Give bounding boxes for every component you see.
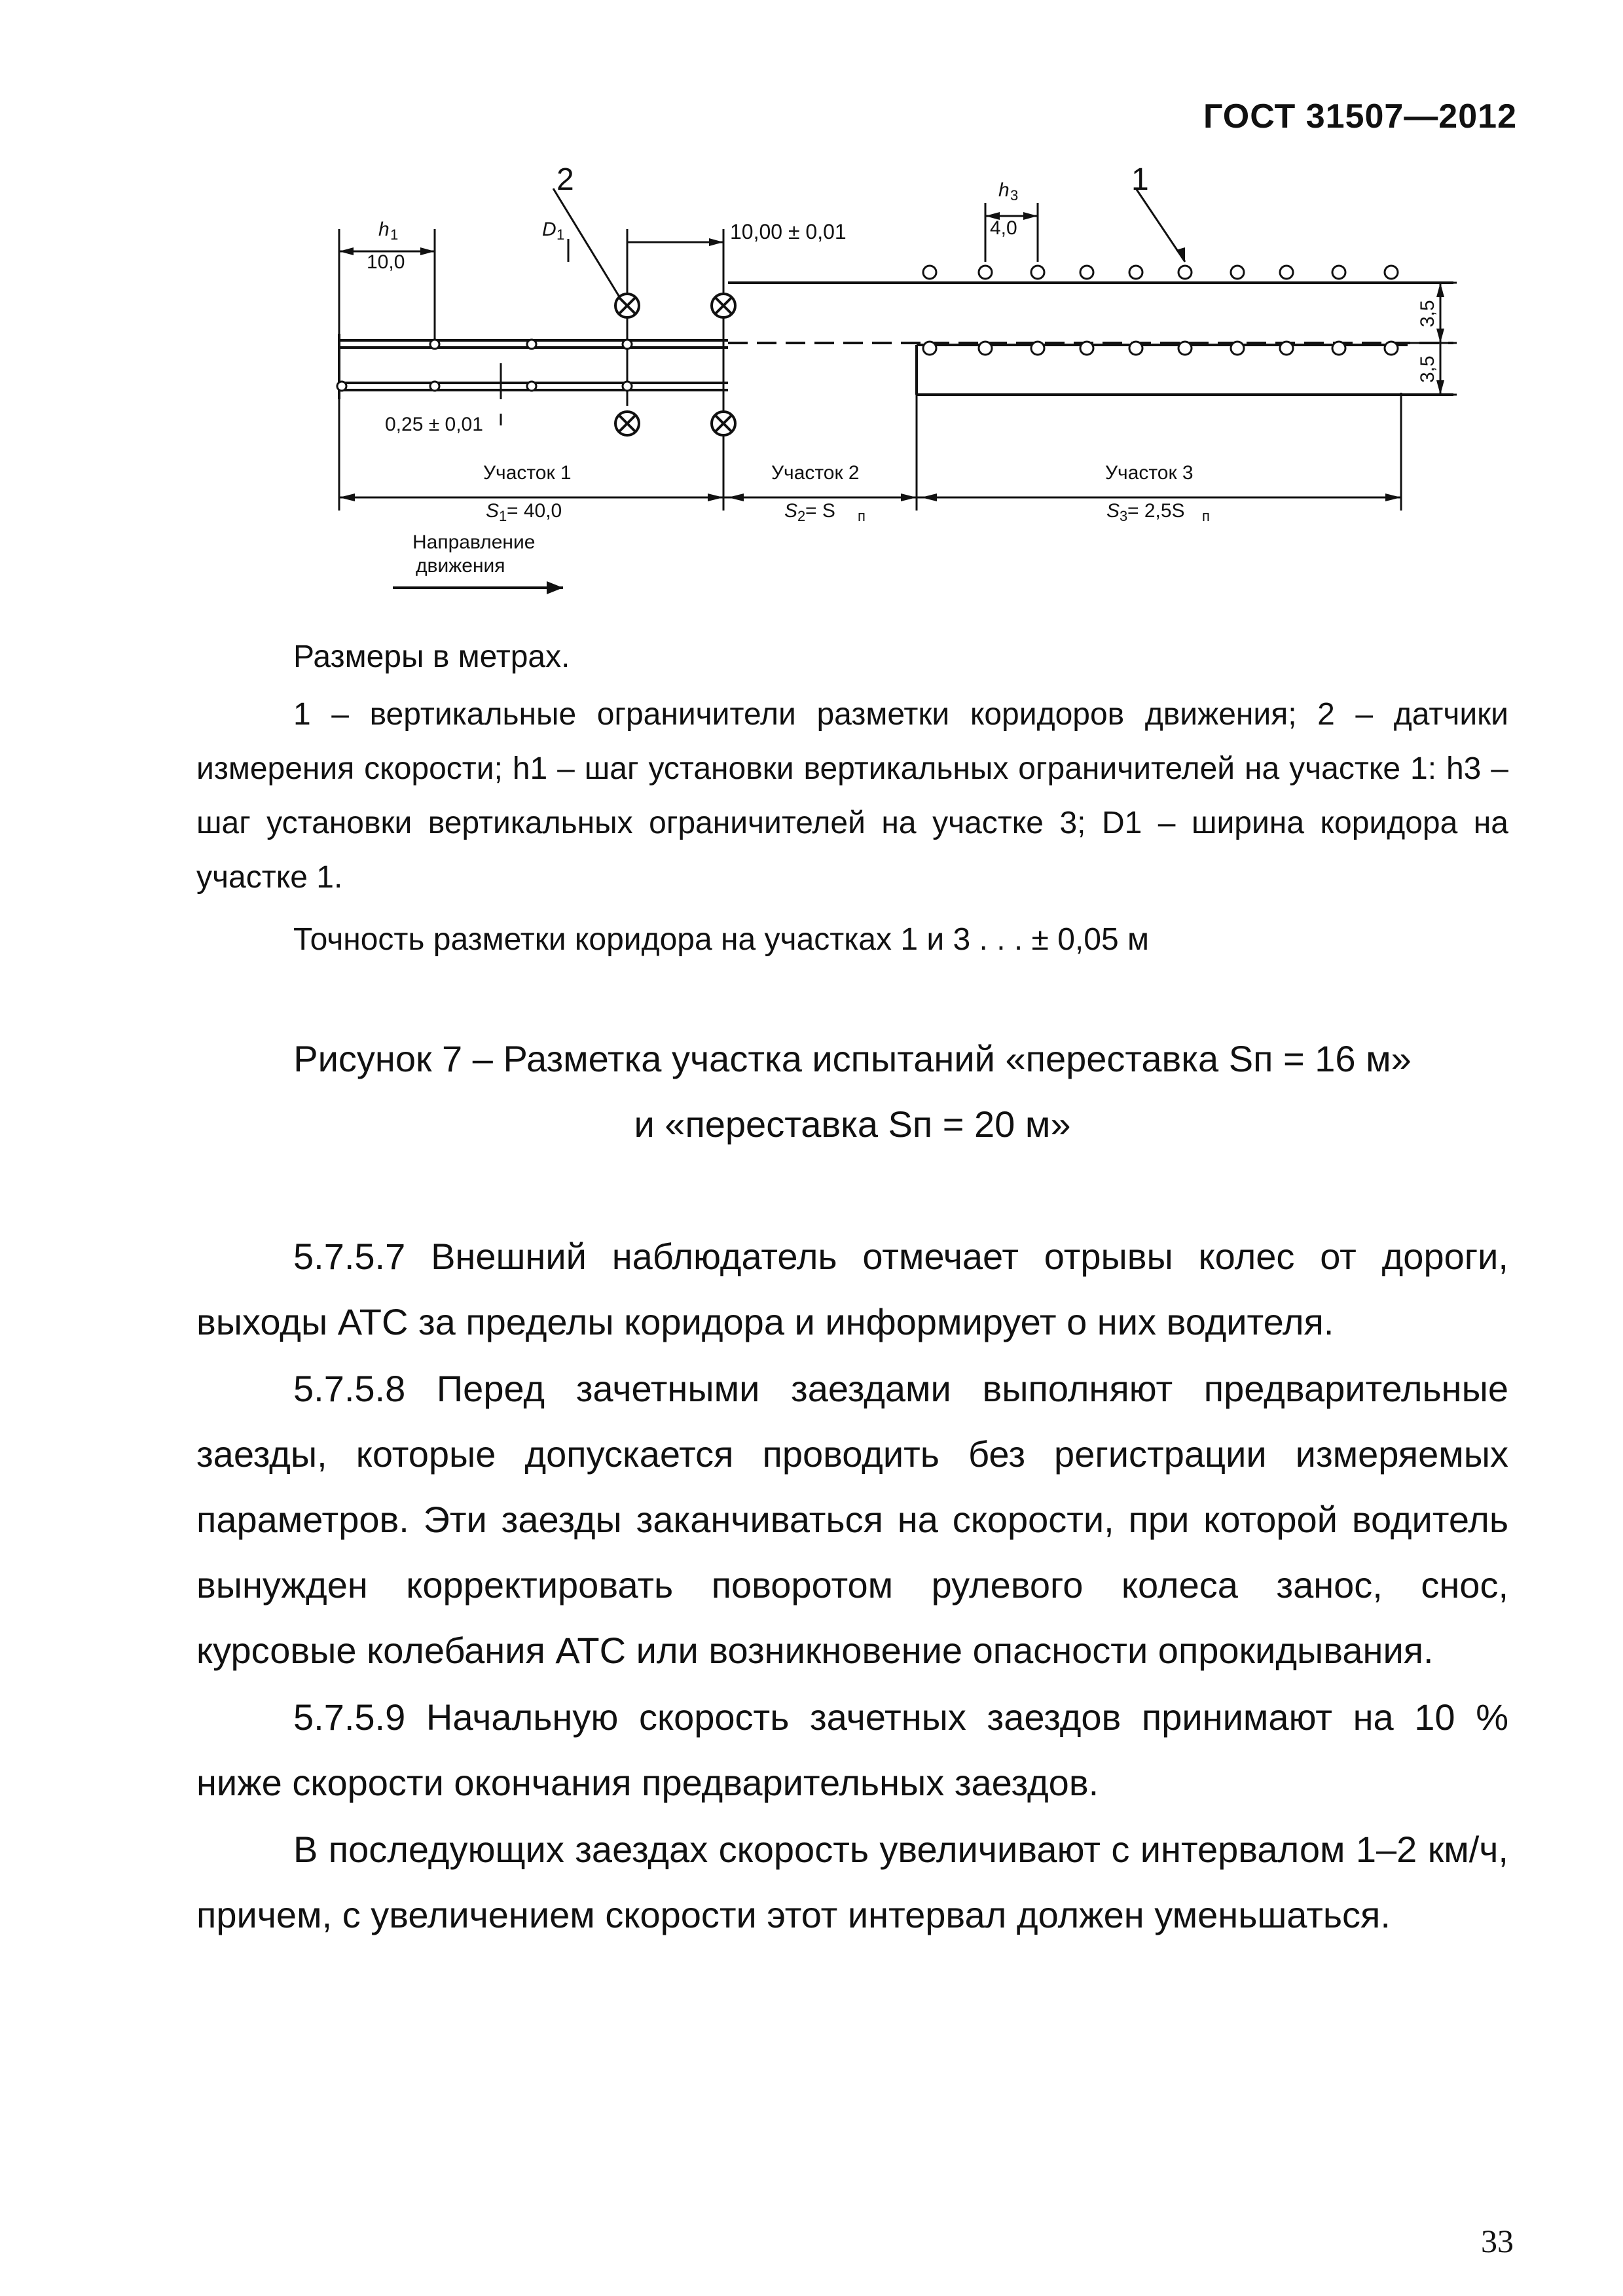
test-track-diagram: [0, 0, 1623, 628]
section2-label: Участок 2: [771, 462, 860, 484]
svg-text:S: S: [1106, 500, 1120, 522]
section1-label: Участок 1: [483, 462, 572, 484]
direction-label-2: движения: [416, 555, 505, 577]
callout-1: 1: [1131, 162, 1149, 197]
svg-text:= 2,5S: = 2,5S: [1127, 500, 1185, 522]
dim-h1-value: 10,0: [367, 251, 405, 273]
svg-text:= 40,0: = 40,0: [507, 500, 562, 522]
figure-title-line2: и «переставка Sп = 20 м»: [634, 1103, 1071, 1145]
svg-text:= S: = S: [805, 500, 835, 522]
dim-h3-sub: 3: [1010, 187, 1019, 204]
svg-text:п: п: [1202, 508, 1210, 524]
sensor-icon: [615, 412, 639, 435]
paragraph-5-7-5-8: 5.7.5.8 Перед зачетными заездами выполняют предварительные заезды, которые допускается проводить без регистрации измеряемых параметров. Эти заезды заканчиваться на скорости, при которой водитель вынужден корректировать поворотом рулевого колеса занос, снос, курсовые колебания АТС или возникновение опасности опрокидывания.: [196, 1368, 1508, 1671]
sensor-icon: [712, 294, 735, 317]
dim-h3: h: [998, 179, 1010, 201]
direction-label-1: Направление: [412, 531, 536, 553]
units-note: Размеры в метрах.: [293, 639, 570, 674]
dim-lane-width-2: 3,5: [1417, 355, 1438, 383]
callout-2: 2: [556, 162, 574, 197]
sensor-icon: [712, 412, 735, 435]
standard-number: ГОСТ 31507—2012: [1203, 98, 1517, 135]
dim-h3-value: 4,0: [990, 217, 1017, 239]
dim-d1-sub: 1: [556, 226, 565, 243]
paragraph-5-7-5-7: 5.7.5.7 Внешний наблюдатель отмечает отрывы колес от дороги, выходы АТС за пределы коридора и информирует о них водителя.: [196, 1236, 1508, 1342]
speed-sensors: [615, 294, 735, 435]
svg-text:3: 3: [1120, 508, 1128, 524]
svg-text:S: S: [784, 500, 798, 522]
svg-text:п: п: [858, 508, 866, 524]
svg-text:S: S: [486, 500, 500, 522]
figure-title-line1: Рисунок 7 – Разметка участка испытаний «переставка Sп = 16 м»: [293, 1038, 1412, 1079]
dim-h1: h: [378, 219, 390, 240]
svg-text:2: 2: [797, 508, 806, 524]
body-text: [196, 1224, 1508, 1949]
dim-gap: 10,00 ± 0,01: [730, 220, 847, 243]
sensor-icon: [615, 294, 639, 317]
section3-label: Участок 3: [1105, 462, 1194, 484]
callout-2-leader: [553, 188, 622, 301]
legend-text: 1 – вертикальные ограничители разметки коридоров движения; 2 – датчики измерения скорости; h1 – шаг установки вертикальных ограничителей на участке 1: h3 – шаг установки вертикальных ограничителей на участке 3; D1 – ширина коридора на участке 1.: [196, 697, 1508, 895]
dim-lane-width-1: 3,5: [1417, 300, 1438, 327]
dim-offset: 0,25 ± 0,01: [385, 414, 483, 435]
dim-d1: D: [542, 219, 556, 240]
paragraph-5-7-5-9: 5.7.5.9 Начальную скорость зачетных заездов принимают на 10 % ниже скорости окончания предварительных заездов.: [196, 1696, 1508, 1803]
figure-legend: [196, 687, 1508, 905]
dim-h1-sub: 1: [390, 226, 399, 243]
accuracy-note: Точность разметки коридора на участках 1 и 3 . . . ± 0,05 м: [293, 922, 1149, 957]
page-number: 33: [1481, 2223, 1514, 2259]
svg-text:1: 1: [499, 508, 507, 524]
paragraph-speed-steps: В последующих заездах скорость увеличивают с интервалом 1–2 км/ч, причем, с увеличением скорости этот интервал должен уменьшаться.: [196, 1829, 1508, 1935]
